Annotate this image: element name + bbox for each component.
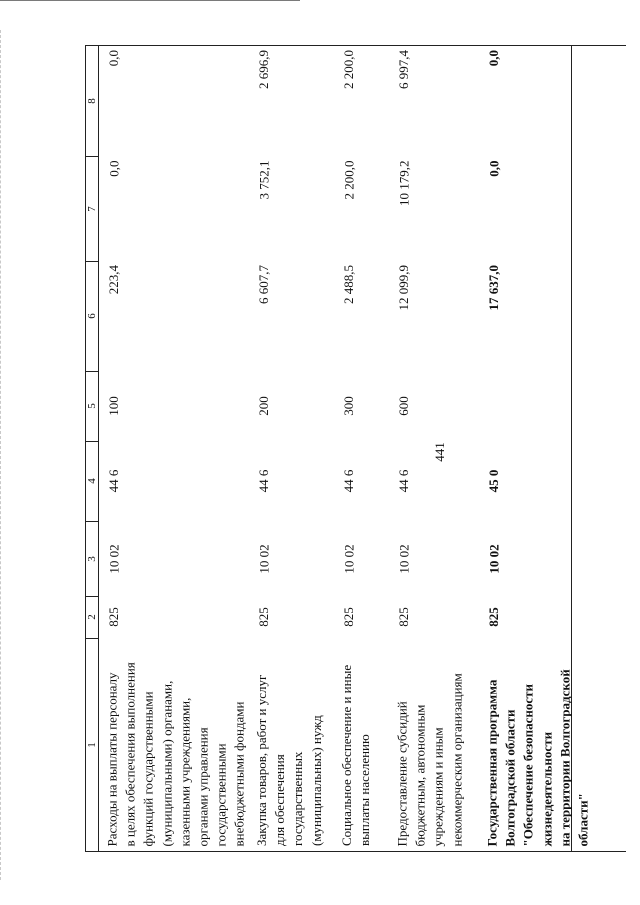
- cell-sum-2: 0,0: [486, 160, 501, 177]
- row-name-line: для обеспечения: [272, 754, 288, 846]
- cell-sum-2: 2 200,0: [341, 160, 356, 199]
- cell-vr: 200: [256, 396, 271, 416]
- cell-sum-1: 17 637,0: [486, 265, 501, 311]
- row-name-line: Закупка товаров, работ и услуг: [254, 674, 269, 846]
- cell-sum-2: 0,0: [106, 160, 121, 177]
- header-col-3: 3: [86, 555, 98, 562]
- cell-rzpr: 10 02: [341, 543, 356, 574]
- row-name-line: жизнедеятельности: [538, 731, 554, 846]
- row-name-line: казенными учреждениями,: [176, 697, 192, 846]
- cell-rzpr: 10 02: [396, 543, 411, 574]
- cell-ved: 825: [341, 607, 356, 627]
- cell-rzpr: 10 02: [486, 543, 501, 574]
- cell-sum-3: 2 696,9: [256, 50, 271, 89]
- cell-sum-1: 2 488,5: [341, 265, 356, 304]
- row-name-line: некоммерческим организациям: [448, 672, 464, 846]
- row-name-line: государственными: [213, 742, 229, 846]
- cell-sum-1: 6 607,7: [256, 265, 271, 304]
- row-name-line: внебюджетными фондами: [231, 701, 247, 846]
- scan-left-edge: [0, 30, 2, 880]
- page-number: 441: [432, 442, 447, 462]
- header-divider: [86, 261, 98, 262]
- row-name-line: выплаты населению: [357, 734, 373, 846]
- table-row: [99, 46, 249, 851]
- cell-rzpr: 10 02: [256, 543, 271, 574]
- header-divider: [86, 156, 98, 157]
- table-row: [389, 46, 479, 851]
- cell-ved: 825: [256, 607, 271, 627]
- cell-sum-1: 223,4: [106, 265, 121, 295]
- row-name-line: органами управления: [195, 726, 211, 846]
- header-col-8: 8: [86, 98, 98, 104]
- cell-sum-2: 10 179,2: [396, 160, 411, 206]
- cell-vr: 300: [341, 396, 356, 416]
- cell-rzpr: 10 02: [106, 543, 121, 574]
- header-col-2: 2: [86, 614, 98, 620]
- row-name-line: Государственная программа: [484, 679, 499, 846]
- cell-sum-3: 6 997,4: [396, 50, 411, 89]
- row-name-line: функций государственными: [140, 690, 156, 846]
- cell-vr: 100: [106, 396, 121, 416]
- header-divider: [86, 371, 98, 372]
- rotated-table: [85, 45, 626, 852]
- header-strip: [86, 46, 99, 851]
- cell-vr: 600: [396, 396, 411, 416]
- header-divider: [86, 521, 98, 522]
- cell-sum-1: 12 099,9: [396, 265, 411, 311]
- row-name-line: (муниципальных) нужд: [308, 715, 324, 846]
- cell-ved: 825: [106, 607, 121, 627]
- table-row: [334, 46, 389, 851]
- row-name-line: на территории Волгоградской: [556, 668, 572, 846]
- cell-ved: 825: [486, 607, 501, 627]
- row-name: [338, 643, 385, 846]
- scan-top-edge: [0, 0, 300, 1]
- row-name-line: государственных: [290, 751, 306, 846]
- header-divider: [86, 638, 98, 639]
- cell-sum-2: 3 752,1: [256, 160, 271, 199]
- header-divider: [86, 596, 98, 597]
- row-name-line: бюджетным, автономным: [412, 704, 428, 846]
- row-name-line: Предоставление субсидий: [394, 700, 409, 846]
- cell-csr: 45 0: [486, 469, 501, 493]
- header-col-1: 1: [86, 741, 98, 748]
- header-divider: [86, 441, 98, 442]
- row-name-line: (муниципальными) органами,: [158, 680, 174, 846]
- row-name: [393, 643, 475, 846]
- cell-sum-3: 2 200,0: [341, 50, 356, 89]
- header-col-5: 5: [86, 403, 98, 409]
- cell-sum-3: 0,0: [486, 50, 501, 67]
- row-name: [483, 643, 591, 846]
- row-name-line: Расходы на выплаты персоналу: [104, 671, 119, 846]
- cell-sum-3: 0,0: [106, 50, 121, 67]
- cell-ved: 825: [396, 607, 411, 627]
- row-name-line: "Обеспечение безопасности: [520, 683, 536, 846]
- row-name: [253, 643, 330, 846]
- header-col-7: 7: [86, 205, 98, 212]
- row-name-line: учреждениям и иным: [430, 726, 446, 846]
- cell-csr: 44 6: [396, 469, 411, 493]
- header-col-6: 6: [86, 313, 98, 319]
- row-name-line: в целях обеспечения выполнения: [122, 661, 138, 846]
- row-name-line: Социальное обеспечение и иные: [339, 664, 354, 846]
- header-col-4: 4: [86, 478, 98, 484]
- table-row: [479, 46, 591, 851]
- cell-csr: 44 6: [341, 469, 356, 493]
- cell-csr: 44 6: [106, 469, 121, 493]
- row-name-line: области": [575, 792, 591, 846]
- row-name-line: Волгоградской области: [502, 708, 518, 846]
- cell-csr: 44 6: [256, 469, 271, 493]
- row-name: [103, 643, 245, 846]
- table-row: [249, 46, 334, 851]
